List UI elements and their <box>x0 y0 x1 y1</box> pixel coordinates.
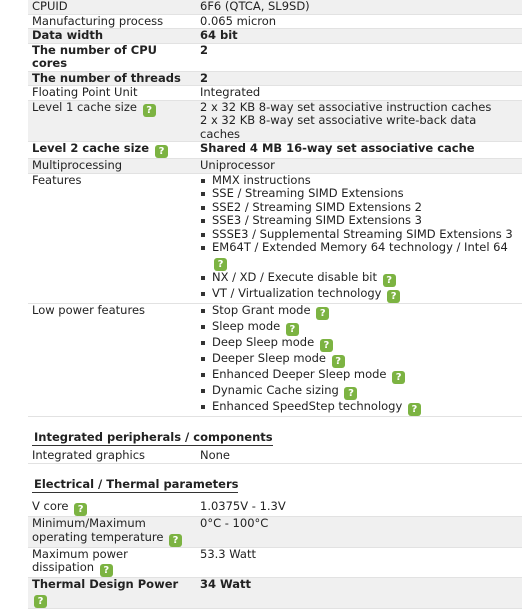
spec-label: Data width <box>28 29 196 44</box>
spec-value: 2 <box>196 71 522 86</box>
spec-value: 1.0375V - 1.3V <box>196 500 522 517</box>
spec-value: 0°C - 100°C <box>196 517 522 548</box>
list-item: SSE / Streaming SIMD Extensions <box>200 187 518 201</box>
spec-value: 2 x 32 KB 8-way set associative write-back data caches <box>200 113 477 141</box>
spec-value: 0.065 micron <box>196 14 522 29</box>
spec-row-cpuid <box>28 0 522 14</box>
list-item: Enhanced SpeedStep technology ? <box>200 400 518 416</box>
list-item: SSE2 / Streaming SIMD Extensions 2 <box>200 201 518 215</box>
spec-value: None <box>196 449 522 463</box>
help-icon[interactable] <box>392 371 405 384</box>
spec-label: Low power features <box>28 303 196 416</box>
spec-value: 6F6 (QTCA, SL9SD) <box>196 0 522 14</box>
help-icon[interactable] <box>74 503 87 516</box>
spec-label: Minimum/Maximum operating temperature <box>32 516 164 544</box>
list-item: NX / XD / Execute disable bit ? <box>200 271 518 287</box>
list-item: Deeper Sleep mode ? <box>200 352 518 368</box>
spec-row-features <box>28 173 522 303</box>
spec-row-data-width <box>28 29 522 44</box>
help-icon[interactable] <box>34 595 47 608</box>
spec-label: Level 2 cache size <box>32 141 150 155</box>
spec-label: V core <box>32 499 69 513</box>
spec-row-manufacturing-process <box>28 14 522 29</box>
spec-label: Maximum power dissipation <box>32 546 128 574</box>
cpu-spec-table <box>28 0 522 609</box>
spec-value: 2 <box>196 43 522 71</box>
help-icon[interactable] <box>143 104 156 117</box>
spec-row-fpu <box>28 86 522 101</box>
help-icon[interactable] <box>387 290 400 303</box>
list-item: SSSE3 / Supplemental Streaming SIMD Extensions 3 <box>200 228 518 242</box>
low-power-list <box>200 304 518 416</box>
list-item: Enhanced Deeper Sleep mode ? <box>200 368 518 384</box>
section-header-electrical <box>28 463 522 496</box>
section-title: Electrical / Thermal parameters <box>32 478 238 494</box>
spec-label: Integrated graphics <box>28 449 196 463</box>
help-icon[interactable] <box>100 564 113 577</box>
spec-value: 64 bit <box>196 29 522 44</box>
spec-row-integrated-graphics <box>28 449 522 463</box>
list-item: Deep Sleep mode ? <box>200 336 518 352</box>
spec-value: 53.3 Watt <box>196 547 522 578</box>
spec-row-threads <box>28 71 522 86</box>
list-item: Dynamic Cache sizing ? <box>200 384 518 400</box>
list-item: Sleep mode ? <box>200 320 518 336</box>
spec-row-l1-cache <box>28 100 522 142</box>
spec-label: Features <box>28 173 196 303</box>
spec-row-multiprocessing <box>28 159 522 174</box>
spec-label: Multiprocessing <box>28 159 196 174</box>
spec-label: Floating Point Unit <box>28 86 196 101</box>
spec-row-low-power <box>28 303 522 416</box>
spec-row-l2-cache <box>28 142 522 159</box>
spec-row-tdp <box>28 578 522 609</box>
spec-row-max-power <box>28 547 522 578</box>
section-title: Integrated peripherals / components <box>32 431 273 447</box>
section-header-peripherals <box>28 416 522 449</box>
help-icon[interactable] <box>169 534 182 547</box>
spec-value: Integrated <box>196 86 522 101</box>
spec-row-vcore <box>28 500 522 517</box>
list-item: VT / Virtualization technology ? <box>200 287 518 303</box>
list-item: MMX instructions <box>200 174 518 188</box>
spec-row-operating-temperature <box>28 517 522 548</box>
spec-label: Manufacturing process <box>28 14 196 29</box>
spec-value: Shared 4 MB 16-way set associative cache <box>196 142 522 159</box>
help-icon[interactable] <box>155 145 168 158</box>
list-item: Stop Grant mode ? <box>200 304 518 320</box>
spec-value: 2 x 32 KB 8-way set associative instruction caches <box>200 99 492 114</box>
list-item: EM64T / Extended Memory 64 technology / Intel 64 ? <box>200 241 518 271</box>
spec-label: The number of threads <box>28 71 196 86</box>
spec-label: CPUID <box>28 0 196 14</box>
help-icon[interactable] <box>408 403 421 416</box>
help-icon[interactable] <box>316 307 329 320</box>
spec-value: 34 Watt <box>196 578 522 609</box>
spec-label: The number of CPU cores <box>28 43 196 71</box>
spec-row-cpu-cores <box>28 43 522 71</box>
spec-value: Uniprocessor <box>196 159 522 174</box>
features-list <box>200 174 518 303</box>
help-icon[interactable] <box>383 274 396 287</box>
spec-label: Level 1 cache size <box>32 99 137 114</box>
spec-label: Thermal Design Power <box>32 577 179 591</box>
list-item: SSE3 / Streaming SIMD Extensions 3 <box>200 214 518 228</box>
